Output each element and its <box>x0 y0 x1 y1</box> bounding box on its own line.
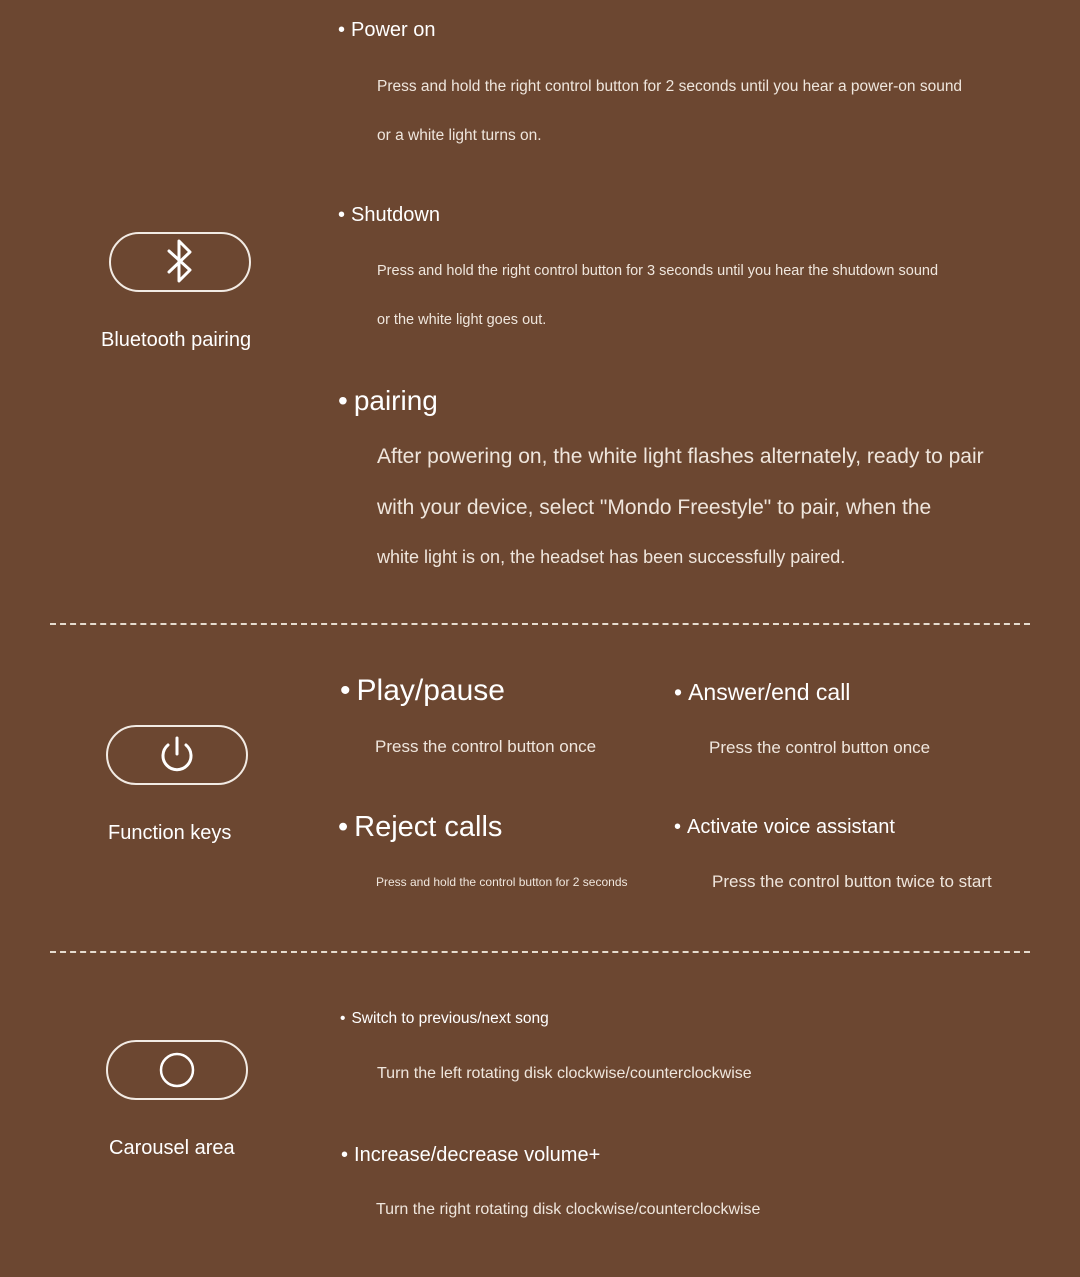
bullet: • <box>338 385 348 416</box>
power-on-title: Power on <box>351 19 436 41</box>
bullet: • <box>340 1010 346 1027</box>
bluetooth-pill <box>109 232 251 292</box>
circle-icon <box>157 1050 197 1090</box>
play-pause-desc: Press the control button once <box>375 737 597 756</box>
answer-call-desc: Press the control button once <box>709 738 931 757</box>
bluetooth-section-label: Bluetooth pairing <box>101 329 252 351</box>
power-on-heading <box>338 19 436 42</box>
bullet: • <box>338 204 346 226</box>
power-on-desc-line2: or a white light turns on. <box>377 127 542 144</box>
carousel-section-label: Carousel area <box>109 1137 235 1159</box>
bullet: • <box>338 811 349 843</box>
volume-heading <box>341 1144 600 1167</box>
bullet: • <box>341 1144 349 1166</box>
bullet: • <box>674 679 683 705</box>
bullet: • <box>674 816 682 838</box>
switch-song-desc: Turn the left rotating disk clockwise/counterclockwise <box>377 1065 752 1082</box>
bullet: • <box>338 19 346 41</box>
shutdown-title: Shutdown <box>351 204 440 226</box>
switch-song-title: Switch to previous/next song <box>351 1010 549 1027</box>
pairing-desc-line1: After powering on, the white light flashes alternately, ready to pair <box>377 445 984 468</box>
bluetooth-icon <box>165 237 195 287</box>
answer-call-title: Answer/end call <box>688 679 851 705</box>
volume-title: Increase/decrease volume+ <box>354 1144 601 1166</box>
answer-call-heading <box>674 679 850 706</box>
shutdown-desc-line2: or the white light goes out. <box>377 312 547 328</box>
reject-calls-desc: Press and hold the control button for 2 seconds <box>376 875 628 889</box>
reject-calls-heading <box>338 811 502 844</box>
bullet: • <box>340 674 351 707</box>
function-section-label: Function keys <box>108 822 232 844</box>
pairing-desc-line3: white light is on, the headset has been successfully paired. <box>377 547 846 567</box>
voice-assistant-title: Activate voice assistant <box>687 816 895 838</box>
pairing-desc-line2: with your device, select "Mondo Freestyle" to pair, when the <box>377 496 932 519</box>
pairing-title: pairing <box>353 385 438 416</box>
voice-assistant-heading <box>674 816 895 839</box>
carousel-pill <box>106 1040 248 1100</box>
play-pause-title: Play/pause <box>356 674 505 707</box>
power-on-desc-line1: Press and hold the right control button for 2 seconds until you hear a power-on sound <box>377 78 963 95</box>
section-divider <box>50 623 1030 625</box>
volume-desc: Turn the right rotating disk clockwise/counterclockwise <box>376 1201 761 1218</box>
section-divider <box>50 951 1030 953</box>
shutdown-heading <box>338 204 440 227</box>
voice-assistant-desc: Press the control button twice to start <box>712 872 992 891</box>
power-icon <box>157 735 197 775</box>
function-keys-pill <box>106 725 248 785</box>
reject-calls-title: Reject calls <box>354 811 503 843</box>
play-pause-heading <box>340 674 505 708</box>
shutdown-desc-line1: Press and hold the right control button for 3 seconds until you hear the shutdown sound <box>377 263 939 279</box>
switch-song-heading <box>340 1010 549 1028</box>
pairing-heading <box>338 385 438 417</box>
